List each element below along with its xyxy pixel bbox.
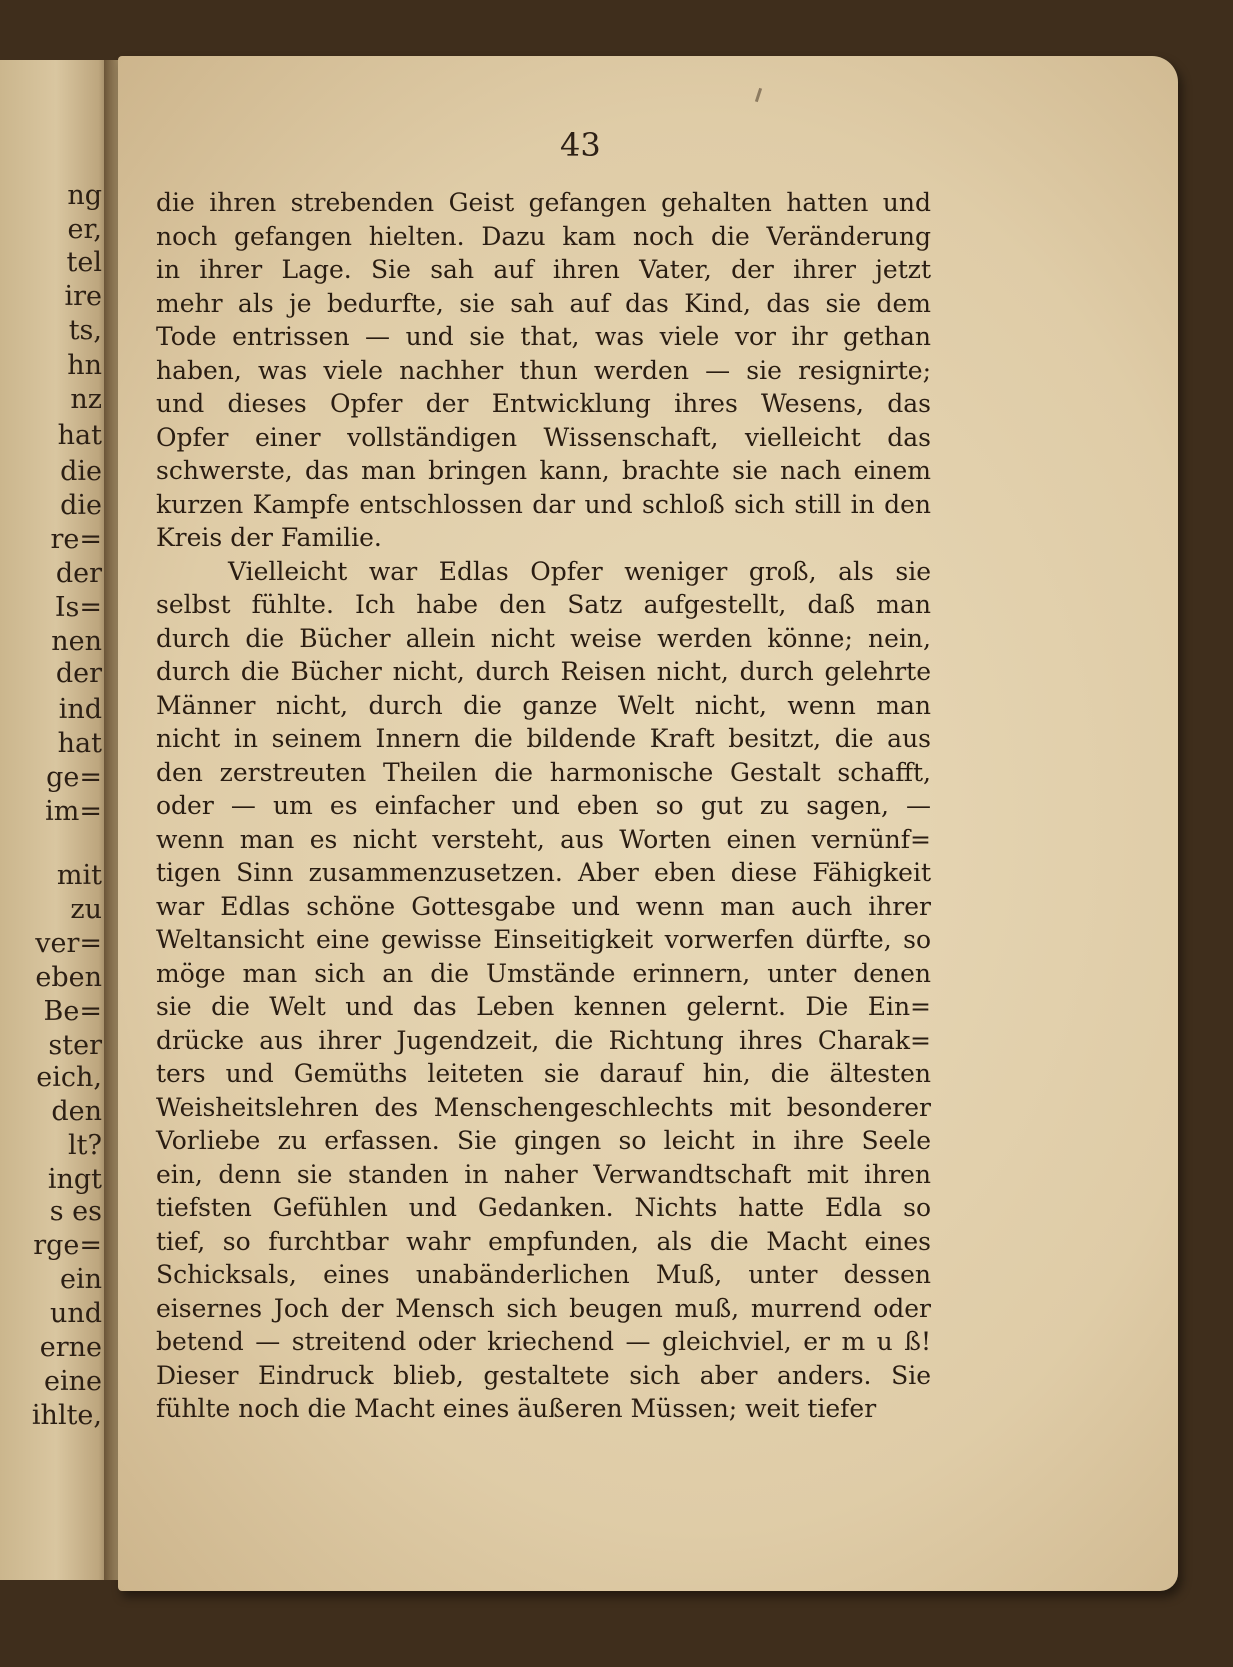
left-page-fragment: hat [57, 420, 102, 451]
text-line: in ihrer Lage. Sie sah auf ihren Vater, der ihrer jetzt [156, 255, 931, 284]
text-line: tiefsten Gefühlen und Gedanken. Nichts hatte Edla so [156, 1193, 931, 1222]
left-page-fragment: die [60, 456, 102, 487]
text-line: drücke aus ihrer Jugendzeit, die Richtung ihres Charak= [156, 1025, 931, 1055]
left-page-fragment: ver= [35, 928, 102, 959]
text-line: ein, denn sie standen in naher Verwandtschaft mit ihren [156, 1159, 931, 1189]
text-line: Dieser Eindruck blieb, gestaltete sich aber anders. Sie [156, 1360, 931, 1390]
text-line: Kreis der Familie. [156, 523, 382, 552]
left-page-fragment: ein [59, 1264, 102, 1295]
left-page-fragment: den [51, 1096, 102, 1127]
left-page-fragment: er, [67, 214, 102, 245]
left-page-fragment: nz [70, 384, 102, 415]
left-page-fragment: lt? [68, 1130, 102, 1161]
text-line: noch gefangen hielten. Dazu kam noch die Veränderung [156, 221, 931, 251]
text-line: oder — um es einfacher und eben so gut zu sagen, — [156, 791, 931, 820]
left-page-fragment: tel [66, 247, 102, 278]
left-page-fragment: ge= [46, 762, 102, 793]
page-body-text [156, 186, 931, 1426]
left-page-fragment: s es [49, 1196, 102, 1227]
left-page-fragment: zu [70, 894, 102, 925]
left-page-fragment: hat [57, 728, 102, 759]
text-line: Weisheitslehren des Menschengeschlechts mit besonderer [156, 1092, 931, 1122]
text-line: mehr als je bedurfte, sie sah auf das Kind, das sie dem [156, 288, 931, 318]
text-line: wenn man es nicht versteht, aus Worten einen vernünf= [156, 824, 931, 854]
text-line: den zerstreuten Theilen die harmonische Gestalt schafft, [156, 757, 931, 787]
text-line: kurzen Kampfe entschlossen dar und schloß sich still in den [156, 489, 931, 519]
text-line: Männer nicht, durch die ganze Welt nicht, wenn man [156, 690, 931, 720]
text-line: haben, was viele nachher thun werden — sie resignirte; [156, 355, 931, 385]
text-line: durch die Bücher nicht, durch Reisen nicht, durch gelehrte [156, 657, 931, 686]
left-page-fragment: im= [45, 796, 102, 827]
text-line: Vielleicht war Edlas Opfer weniger groß, als sie [228, 556, 931, 586]
left-page-fragment: und [49, 1298, 102, 1329]
text-line: nicht in seinem Innern die bildende Kraft besitzt, die aus [156, 724, 931, 753]
left-page-fragment: ihlte, [31, 1400, 102, 1431]
left-page-fragment: re= [50, 524, 102, 555]
left-page-fragment: hn [67, 350, 102, 381]
left-page-fragment: ingt [47, 1164, 102, 1195]
left-page-fragment: ind [58, 694, 102, 725]
page-number: 43 [560, 126, 601, 164]
left-page-fragment: ire [64, 281, 102, 312]
text-line: die ihren strebenden Geist gefangen gehalten hatten und [156, 188, 931, 217]
left-page [0, 60, 112, 1580]
text-line: fühlte noch die Macht eines äußeren Müssen; weit tiefer [156, 1394, 877, 1423]
text-line: möge man sich an die Umstände erinnern, unter denen [156, 958, 931, 988]
left-page-fragment: ster [48, 1030, 102, 1061]
left-page-fragment: Is= [54, 592, 102, 623]
text-line: betend — streitend oder kriechend — gleichviel, er m u ß! [156, 1327, 931, 1356]
text-line: ters und Gemüths leiteten sie darauf hin, die ältesten [156, 1059, 931, 1088]
left-page-fragment: eich, [36, 1062, 102, 1093]
text-line: Tode entrissen — und sie that, was viele vor ihr gethan [156, 322, 931, 351]
left-page-fragment: erne [39, 1332, 102, 1363]
text-line: schwerste, das man bringen kann, brachte sie nach einem [156, 456, 931, 485]
text-line: Vorliebe zu erfassen. Sie gingen so leicht in ihre Seele [156, 1126, 931, 1155]
left-page-fragment: Be= [43, 996, 102, 1027]
left-page-fragment: mit [56, 860, 102, 891]
left-page-fragment: rge= [33, 1230, 102, 1261]
left-page-fragment: nen [51, 626, 102, 657]
left-page-fragment: der [55, 558, 102, 589]
left-page-fragment: eben [35, 962, 102, 993]
left-page-fragment: eine [44, 1366, 102, 1397]
text-line: war Edlas schöne Gottesgabe und wenn man auch ihrer [156, 891, 931, 921]
text-line: durch die Bücher allein nicht weise werden könne; nein, [156, 623, 931, 653]
left-page-fragment: der [55, 658, 102, 689]
text-line: tigen Sinn zusammenzusetzen. Aber eben diese Fähigkeit [156, 858, 931, 887]
text-line: tief, so furchtbar wahr empfunden, als die Macht eines [156, 1226, 931, 1256]
text-line: selbst fühlte. Ich habe den Satz aufgestellt, daß man [156, 590, 931, 619]
text-line: eisernes Joch der Mensch sich beugen muß, murrend oder [156, 1293, 931, 1323]
text-line: Weltansicht eine gewisse Einseitigkeit vorwerfen dürfte, so [156, 925, 931, 954]
left-page-fragment: die [60, 490, 102, 521]
text-line: Opfer einer vollständigen Wissenschaft, vielleicht das [156, 422, 931, 452]
text-line: sie die Welt und das Leben kennen gelernt. Die Ein= [156, 992, 931, 1021]
text-line: und dieses Opfer der Entwicklung ihres Wesens, das [156, 389, 931, 418]
left-page-fragment: ng [67, 180, 102, 211]
text-line: Schicksals, eines unabänderlichen Muß, unter dessen [156, 1260, 931, 1289]
left-page-fragment: ts, [68, 315, 102, 346]
